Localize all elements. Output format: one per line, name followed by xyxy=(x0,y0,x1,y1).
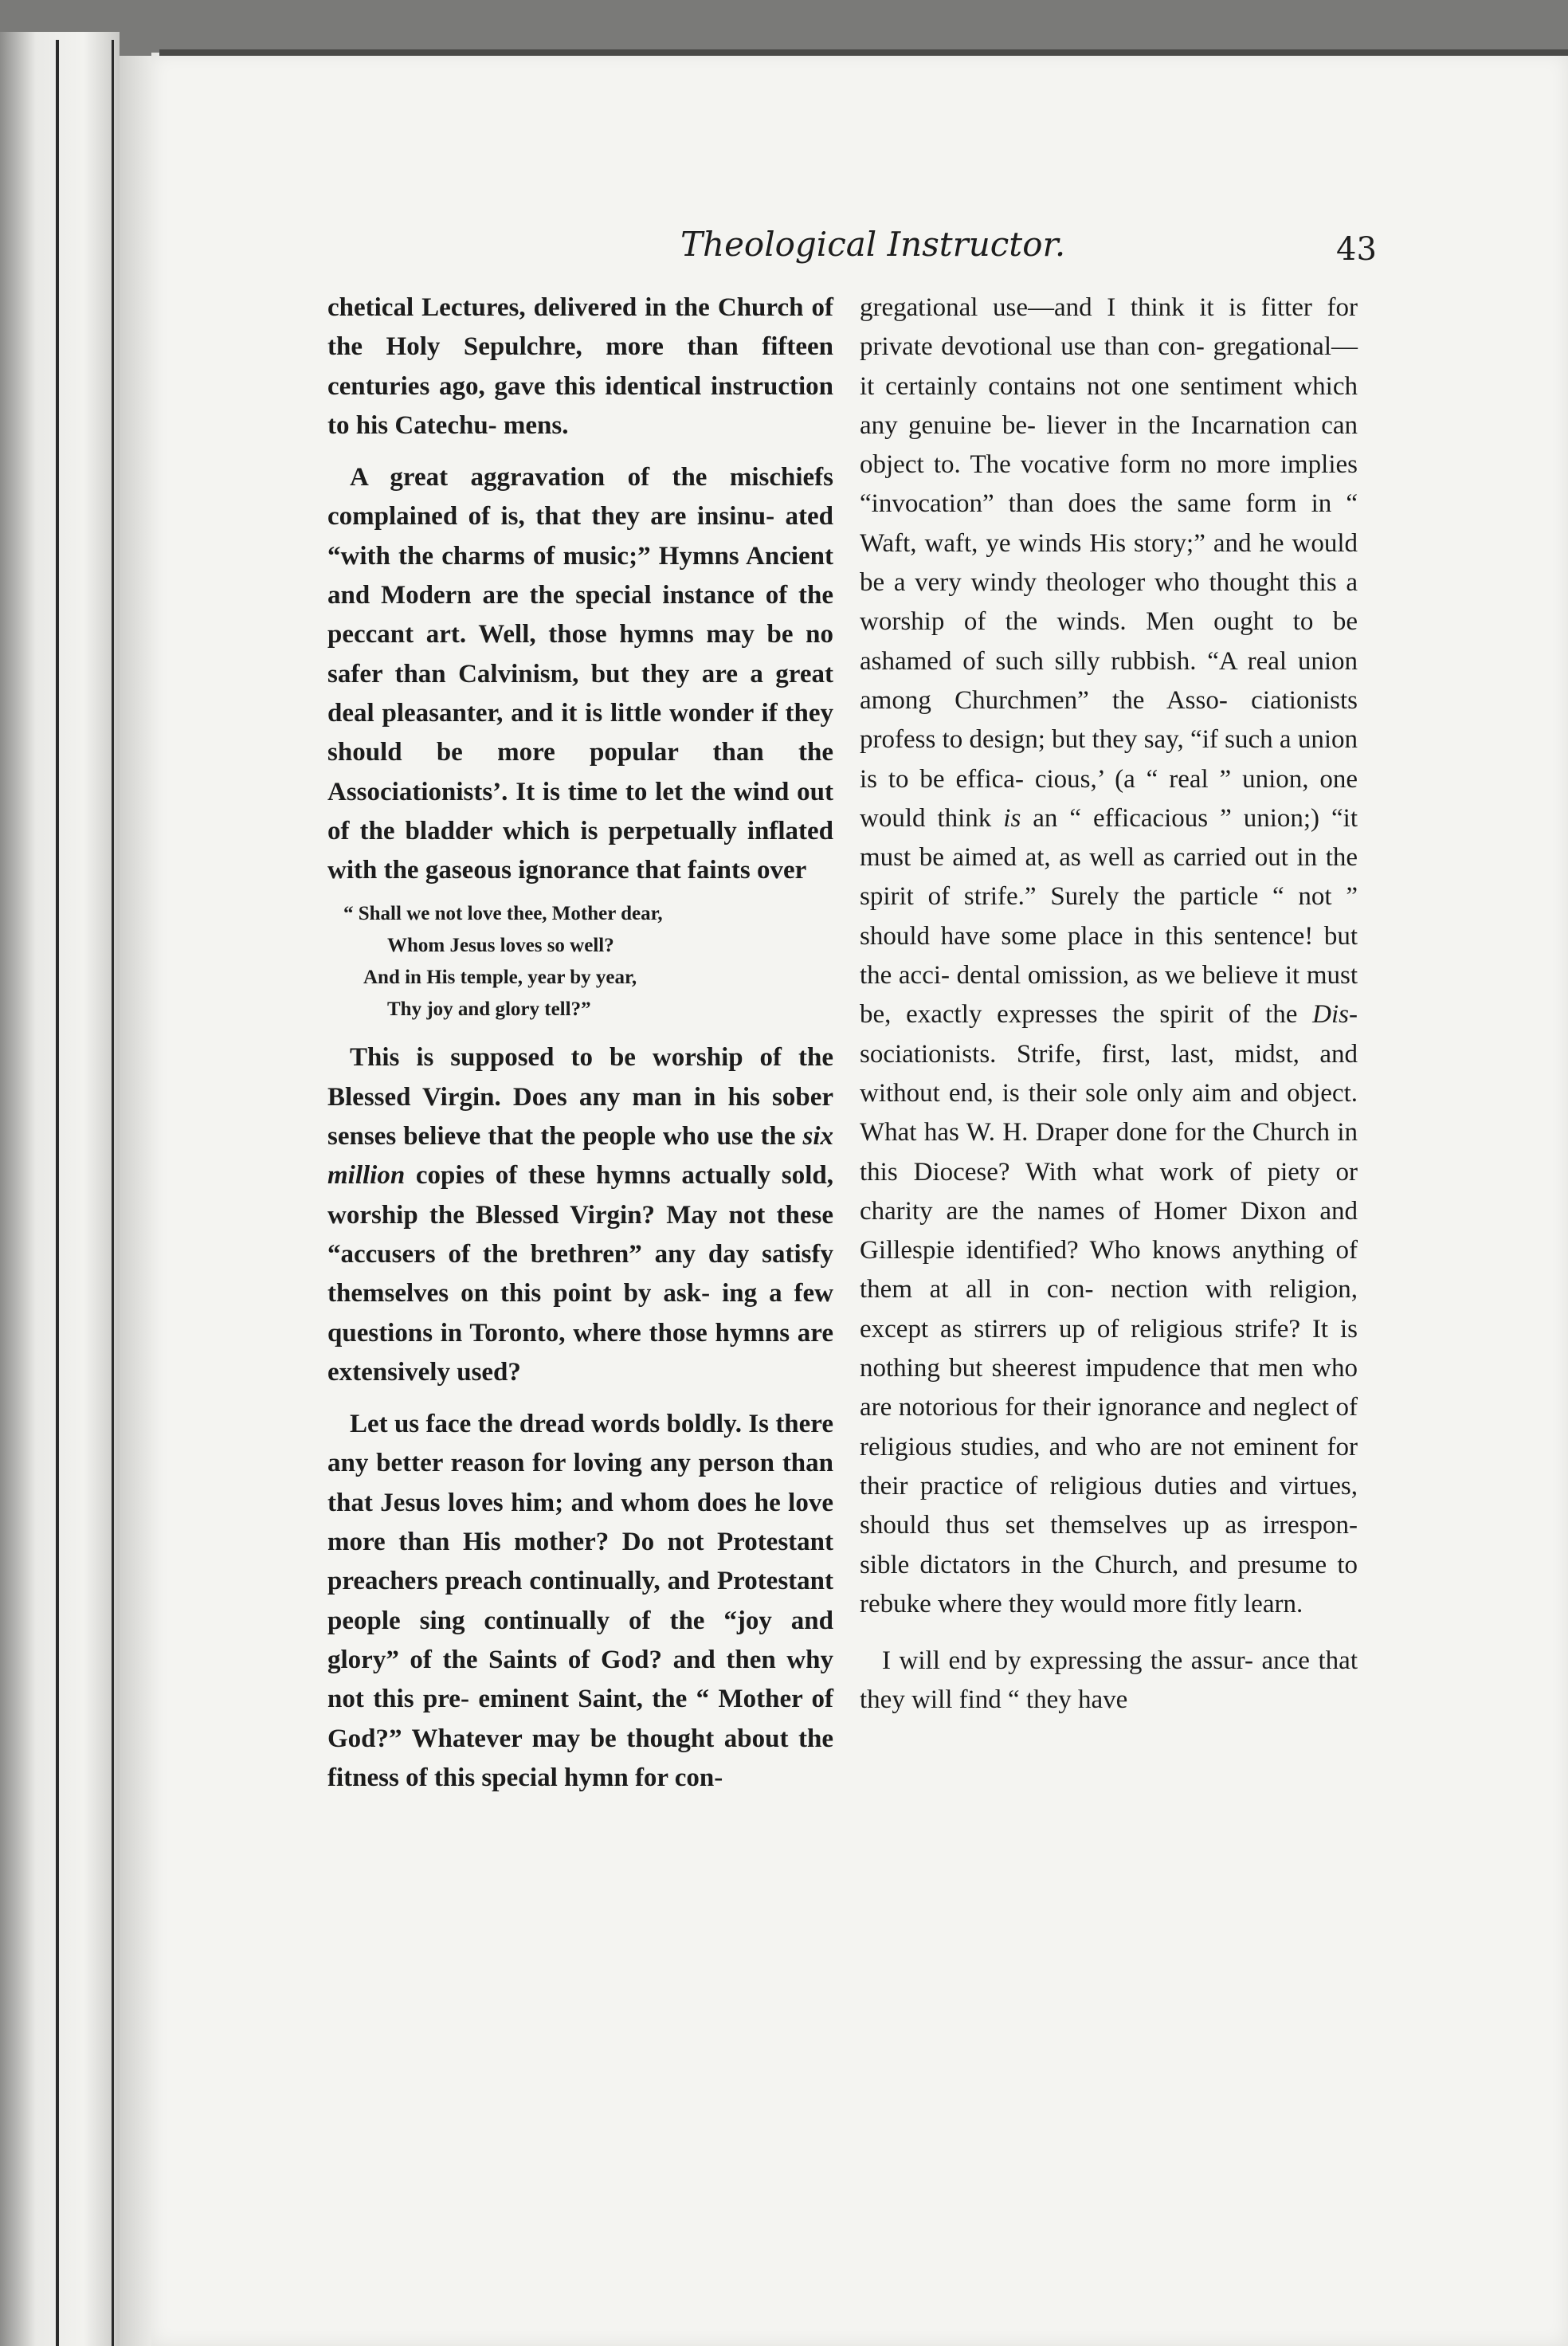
right-column xyxy=(860,288,1358,1720)
text-line: copies xyxy=(405,1161,485,1191)
text-line: think xyxy=(937,803,1004,833)
text-line: Diocese? With what work of piety xyxy=(913,1157,1320,1187)
paragraph xyxy=(860,1642,1358,1720)
text-line: the “joy and glory” of the Saints of xyxy=(327,1606,833,1674)
left-column xyxy=(327,288,833,1798)
text-line: deal pleasanter, and it is little wonder xyxy=(327,698,754,728)
verse-line: Thy joy and glory tell?” xyxy=(387,998,591,1021)
text-line: fitness of this special hymn for con- xyxy=(327,1763,723,1792)
text-line: “accusers of the brethren” any day xyxy=(327,1239,750,1269)
verse-line: “ Shall we not love thee, Mother dear, xyxy=(343,903,663,925)
text-line: those hymns are extensively used? xyxy=(327,1318,833,1387)
text-line: union among Churchmen” the Asso- xyxy=(860,646,1358,715)
paragraph xyxy=(327,458,833,890)
text-line: an “ efficacious ” union;) “it xyxy=(1021,803,1358,833)
text-line: than Calvinism, but they are a great xyxy=(394,659,833,688)
text-line: people who use the xyxy=(582,1122,803,1151)
verse-line: And in His temple, year by year, xyxy=(363,967,637,989)
text-line: theologer who thought this a worship xyxy=(860,568,1358,637)
text-line: of the winds. Men ought to be xyxy=(963,607,1358,637)
text-line: one sentiment which any genuine be- xyxy=(860,371,1358,440)
page-top-edge xyxy=(159,49,1568,56)
paragraph xyxy=(860,288,1358,1624)
text-line: ignorance that faints over xyxy=(518,856,807,885)
text-line: Whatever may be thought about the xyxy=(411,1724,833,1753)
text-line: Well, those hymns may be no safer xyxy=(327,620,834,688)
text-line: form in “ Waft, waft, ye winds His xyxy=(860,489,1358,558)
text-line: nection with religion, except as stirrers xyxy=(860,1275,1358,1344)
text-line: cious,’ (a “ real ” union, one would xyxy=(860,764,1358,833)
text-line: say, “if such a union is to be effica- xyxy=(860,725,1358,794)
text-line: are notorious for their ignorance and xyxy=(860,1393,1246,1422)
text-line: I will end by expressing the assur- xyxy=(882,1646,1253,1676)
text-line: God? and then why not this pre- xyxy=(327,1645,833,1714)
text-line: Church of the Holy Sepulchre, more xyxy=(327,293,834,362)
italic-phrase: six million xyxy=(327,1122,833,1191)
text-line: -sociationists. Strife, first, last, xyxy=(860,1000,1358,1069)
text-line: identical instruction to his Catechu- xyxy=(327,371,833,440)
hymn-verse xyxy=(327,898,833,1026)
text-line: must be aimed at, as well as carried xyxy=(860,843,1247,873)
text-line: complained of is, that they are insinu- xyxy=(327,502,775,532)
text-line: liever in the Incarnation can object to. xyxy=(860,410,1358,480)
text-line: preachers preach continually, and xyxy=(327,1567,710,1596)
text-line: A great aggravation of the mischiefs xyxy=(350,463,833,492)
paragraph xyxy=(327,1405,833,1798)
text-line: special instance of the peccant art. xyxy=(327,581,834,649)
text-line: the Blessed Virgin? May not these xyxy=(429,1200,833,1230)
text-line: ing a few questions in Toronto, where xyxy=(327,1279,834,1348)
text-line: dental omission, as we believe it must xyxy=(956,961,1358,991)
text-line: eminent Saint, the “ Mother of God?” xyxy=(327,1685,833,1753)
text-line: The vocative form no more implies xyxy=(970,450,1358,480)
text-line: Hymns Ancient and Modern are the xyxy=(327,541,833,610)
text-line: any person than that Jesus loves him; xyxy=(327,1449,834,1517)
text-line: ance that they will find “ they have xyxy=(860,1646,1358,1715)
text-line: Protestant people sing continually of xyxy=(327,1567,834,1635)
text-line: Draper done for the Church in this xyxy=(860,1118,1358,1187)
text-line: Dixon and Gillespie identified? Who xyxy=(860,1196,1358,1265)
text-line: and whom does he love more than xyxy=(327,1488,833,1557)
text-line: sible dictators in the Church, and xyxy=(860,1550,1228,1579)
text-line: Is there any better reason for loving xyxy=(327,1410,834,1478)
text-line: for private devotional use than con- xyxy=(860,293,1358,362)
text-line: story;” and he would be a very windy xyxy=(860,528,1358,598)
verse-line: Whom Jesus loves so well? xyxy=(387,935,614,957)
text-line: the wind out of the bladder which is xyxy=(327,777,833,845)
text-line: mens. xyxy=(503,410,569,440)
text-line: the Associationists’. It is time to let xyxy=(327,738,834,806)
text-line: only aim and object. What has W. H. xyxy=(860,1078,1358,1148)
facing-page-edge xyxy=(0,32,120,2346)
text-line: His mother? Do not Protestant xyxy=(462,1528,834,1557)
text-line: in his sober senses believe that the xyxy=(327,1082,834,1151)
text-line: ated “with the charms of music;” xyxy=(327,502,833,571)
text-line: gregational use—and I think it is fitter xyxy=(860,293,1312,322)
page-edge-line xyxy=(112,40,114,2346)
italic-word: is xyxy=(1003,803,1021,833)
paragraph xyxy=(327,288,833,445)
page-number: 43 xyxy=(1336,231,1377,268)
text-line: “invocation” than does the same xyxy=(860,489,1232,519)
text-line: of these hymns actually sold, worship xyxy=(327,1161,833,1230)
text-line: chetical Lectures, delivered in the xyxy=(327,293,710,322)
text-line: than fifteen centuries ago, gave this xyxy=(327,332,834,401)
text-line: gregational—it certainly contains not xyxy=(860,332,1358,401)
text-line: midst, and without end, is their sole xyxy=(860,1039,1358,1108)
text-line: the Blessed Virgin. Does any man xyxy=(327,1043,834,1112)
paragraph xyxy=(327,1038,833,1392)
text-line: out in the spirit of strife.” Surely xyxy=(860,843,1358,912)
text-line: neglect of religious studies, and who xyxy=(860,1393,1358,1461)
text-line: ciationists profess to design; but they xyxy=(860,685,1358,755)
text-line: This is supposed to be worship of xyxy=(350,1043,782,1073)
text-line: perpetually inflated with the gaseous xyxy=(327,816,833,885)
text-line: the particle “ not ” should have some xyxy=(860,882,1358,951)
text-line: Let us face the dread words boldly. xyxy=(350,1410,743,1439)
text-line: up of religious strife? It is nothing xyxy=(860,1314,1358,1383)
text-line: but sheerest impudence that men who xyxy=(949,1354,1358,1383)
text-line: place in this sentence! but the acci- xyxy=(860,921,1358,991)
text-line: thus set themselves up as irrespon- xyxy=(945,1511,1358,1540)
italic-word: Dis xyxy=(1312,1000,1350,1030)
text-line: more fitly learn. xyxy=(1132,1589,1303,1618)
text-line: religious duties and virtues, should xyxy=(860,1471,1358,1540)
text-line: are not eminent for their practice of xyxy=(860,1432,1358,1501)
text-line: be, exactly expresses the spirit of the xyxy=(860,1000,1298,1030)
text-line: if they should be more popular than xyxy=(327,698,833,767)
text-line: knows anything of them at all in con- xyxy=(860,1236,1358,1304)
page-edge-line xyxy=(56,40,59,2346)
running-title: Theological Instructor. xyxy=(680,225,1066,264)
text-line: presume to rebuke where they would xyxy=(860,1550,1358,1618)
text-line: satisfy themselves on this point by ask- xyxy=(327,1239,833,1308)
text-line: ashamed of such silly rubbish. “A real xyxy=(860,646,1288,676)
text-line: or charity are the names of Homer xyxy=(860,1157,1358,1226)
